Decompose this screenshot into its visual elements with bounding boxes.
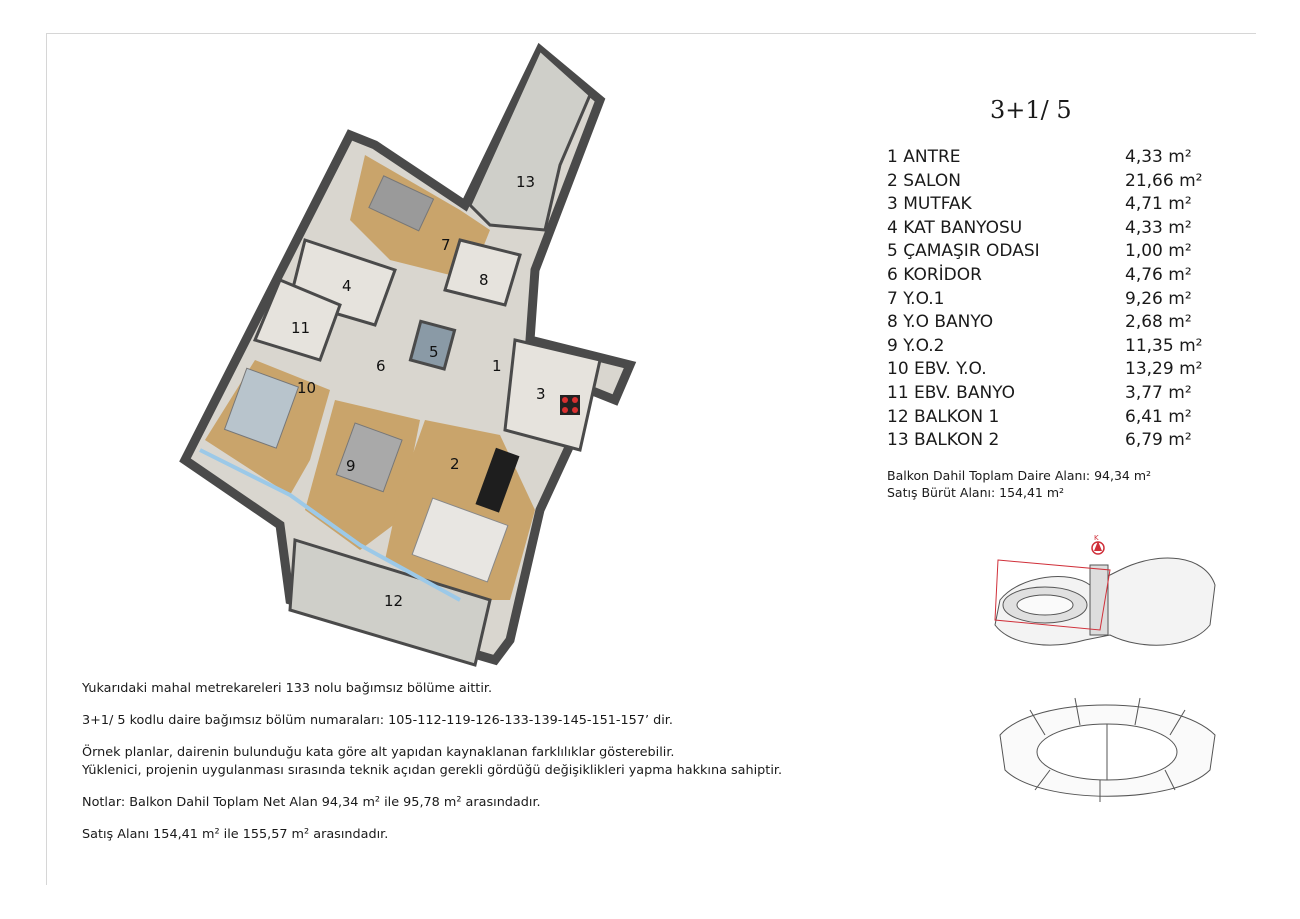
room-area: 2,68 m² bbox=[1125, 312, 1192, 333]
room-row bbox=[887, 382, 1207, 406]
site-key-plan-svg bbox=[990, 530, 1220, 660]
room-area: 11,35 m² bbox=[1125, 335, 1203, 356]
room-area: 4,76 m² bbox=[1125, 264, 1192, 285]
room-row bbox=[887, 335, 1207, 359]
floor-plan bbox=[160, 40, 650, 680]
room-row bbox=[887, 429, 1207, 453]
room-area-table bbox=[887, 146, 1207, 453]
room-row bbox=[887, 193, 1207, 217]
plan-label-3: 3 bbox=[536, 385, 546, 403]
room-area: 6,79 m² bbox=[1125, 430, 1192, 451]
area-summary bbox=[887, 467, 1151, 501]
room-area: 4,71 m² bbox=[1125, 194, 1192, 215]
room-name: 3 MUTFAK bbox=[887, 194, 972, 215]
room-row bbox=[887, 406, 1207, 430]
room-row bbox=[887, 288, 1207, 312]
plan-label-8: 8 bbox=[479, 271, 489, 289]
note-unit-reference: Yukarıdaki mahal metrekareleri 133 nolu bağımsız bölüme aittir. bbox=[82, 681, 493, 696]
note-disclaimer-line2: Yüklenici, projenin uygulanması sırasında teknik açıdan gerekli gördüğü değişiklikleri yapma hakkına sahiptir. bbox=[82, 763, 783, 778]
note-unit-numbers: 3+1/ 5 kodlu daire bağımsız bölüm numaraları: 105-112-119-126-133-139-145-151-157’ dir. bbox=[82, 713, 673, 728]
unit-type-title: 3+1/ 5 bbox=[990, 96, 1072, 124]
room-name: 13 BALKON 2 bbox=[887, 430, 1000, 451]
room-name: 6 KORİDOR bbox=[887, 264, 982, 285]
plan-label-5: 5 bbox=[429, 343, 439, 361]
plan-label-9: 9 bbox=[346, 457, 356, 475]
note-sales-area-range: Satış Alanı 154,41 m² ile 155,57 m² arasındadır. bbox=[82, 827, 389, 842]
room-area: 13,29 m² bbox=[1125, 359, 1203, 380]
room-row bbox=[887, 311, 1207, 335]
plan-label-12: 12 bbox=[384, 592, 404, 610]
note-net-area-range: Notlar: Balkon Dahil Toplam Net Alan 94,34 m² ile 95,78 m² arasındadır. bbox=[82, 795, 541, 810]
room-row bbox=[887, 358, 1207, 382]
frame-top-line bbox=[46, 33, 1256, 34]
room-row bbox=[887, 217, 1207, 241]
compass-letter: K bbox=[1094, 534, 1099, 542]
room-area: 4,33 m² bbox=[1125, 217, 1192, 238]
note-disclaimer bbox=[82, 744, 842, 780]
plan-label-1: 1 bbox=[492, 357, 502, 375]
plan-label-13: 13 bbox=[516, 173, 536, 191]
room-area: 21,66 m² bbox=[1125, 170, 1203, 191]
floor-key-plan-svg bbox=[995, 690, 1220, 810]
room-area: 3,77 m² bbox=[1125, 382, 1192, 403]
note-disclaimer-line1: Örnek planlar, dairenin bulunduğu kata göre alt yapıdan kaynaklanan farklılıklar gösterebilir. bbox=[82, 745, 675, 760]
floor-key-plan bbox=[995, 690, 1220, 810]
room-name: 1 ANTRE bbox=[887, 147, 961, 167]
room-row bbox=[887, 264, 1207, 288]
room-row bbox=[887, 170, 1207, 194]
floor-plan-svg bbox=[160, 40, 650, 680]
room-row bbox=[887, 146, 1207, 170]
plan-label-7: 7 bbox=[441, 236, 451, 254]
summary-total-area: Balkon Dahil Toplam Daire Alanı: 94,34 m² bbox=[887, 468, 1152, 483]
room-3-floor bbox=[505, 340, 600, 450]
room-name: 4 KAT BANYOSU bbox=[887, 217, 1023, 238]
room-name: 7 Y.O.1 bbox=[887, 288, 945, 309]
room-name: 2 SALON bbox=[887, 170, 961, 191]
plan-label-11: 11 bbox=[291, 319, 311, 337]
room-name: 9 Y.O.2 bbox=[887, 335, 945, 356]
room-name: 8 Y.O BANYO bbox=[887, 312, 994, 333]
room-area: 9,26 m² bbox=[1125, 288, 1192, 309]
frame-left-line bbox=[46, 33, 47, 885]
room-name: 5 ÇAMAŞIR ODASI bbox=[887, 241, 1040, 262]
summary-gross-area: Satış Bürüt Alanı: 154,41 m² bbox=[887, 485, 1065, 500]
room-area: 6,41 m² bbox=[1125, 406, 1192, 427]
room-name: 12 BALKON 1 bbox=[887, 406, 1000, 427]
balcony-2 bbox=[470, 50, 590, 230]
notes-section bbox=[82, 680, 842, 858]
room-row bbox=[887, 240, 1207, 264]
room-area: 4,33 m² bbox=[1125, 147, 1192, 167]
room-name: 10 EBV. Y.O. bbox=[887, 359, 987, 380]
plan-label-10: 10 bbox=[297, 379, 317, 397]
plan-label-4: 4 bbox=[342, 277, 352, 295]
room-name: 11 EBV. BANYO bbox=[887, 382, 1016, 403]
site-key-plan bbox=[990, 530, 1220, 660]
plan-label-2: 2 bbox=[450, 455, 460, 473]
plan-label-6: 6 bbox=[376, 357, 386, 375]
room-area: 1,00 m² bbox=[1125, 241, 1192, 262]
